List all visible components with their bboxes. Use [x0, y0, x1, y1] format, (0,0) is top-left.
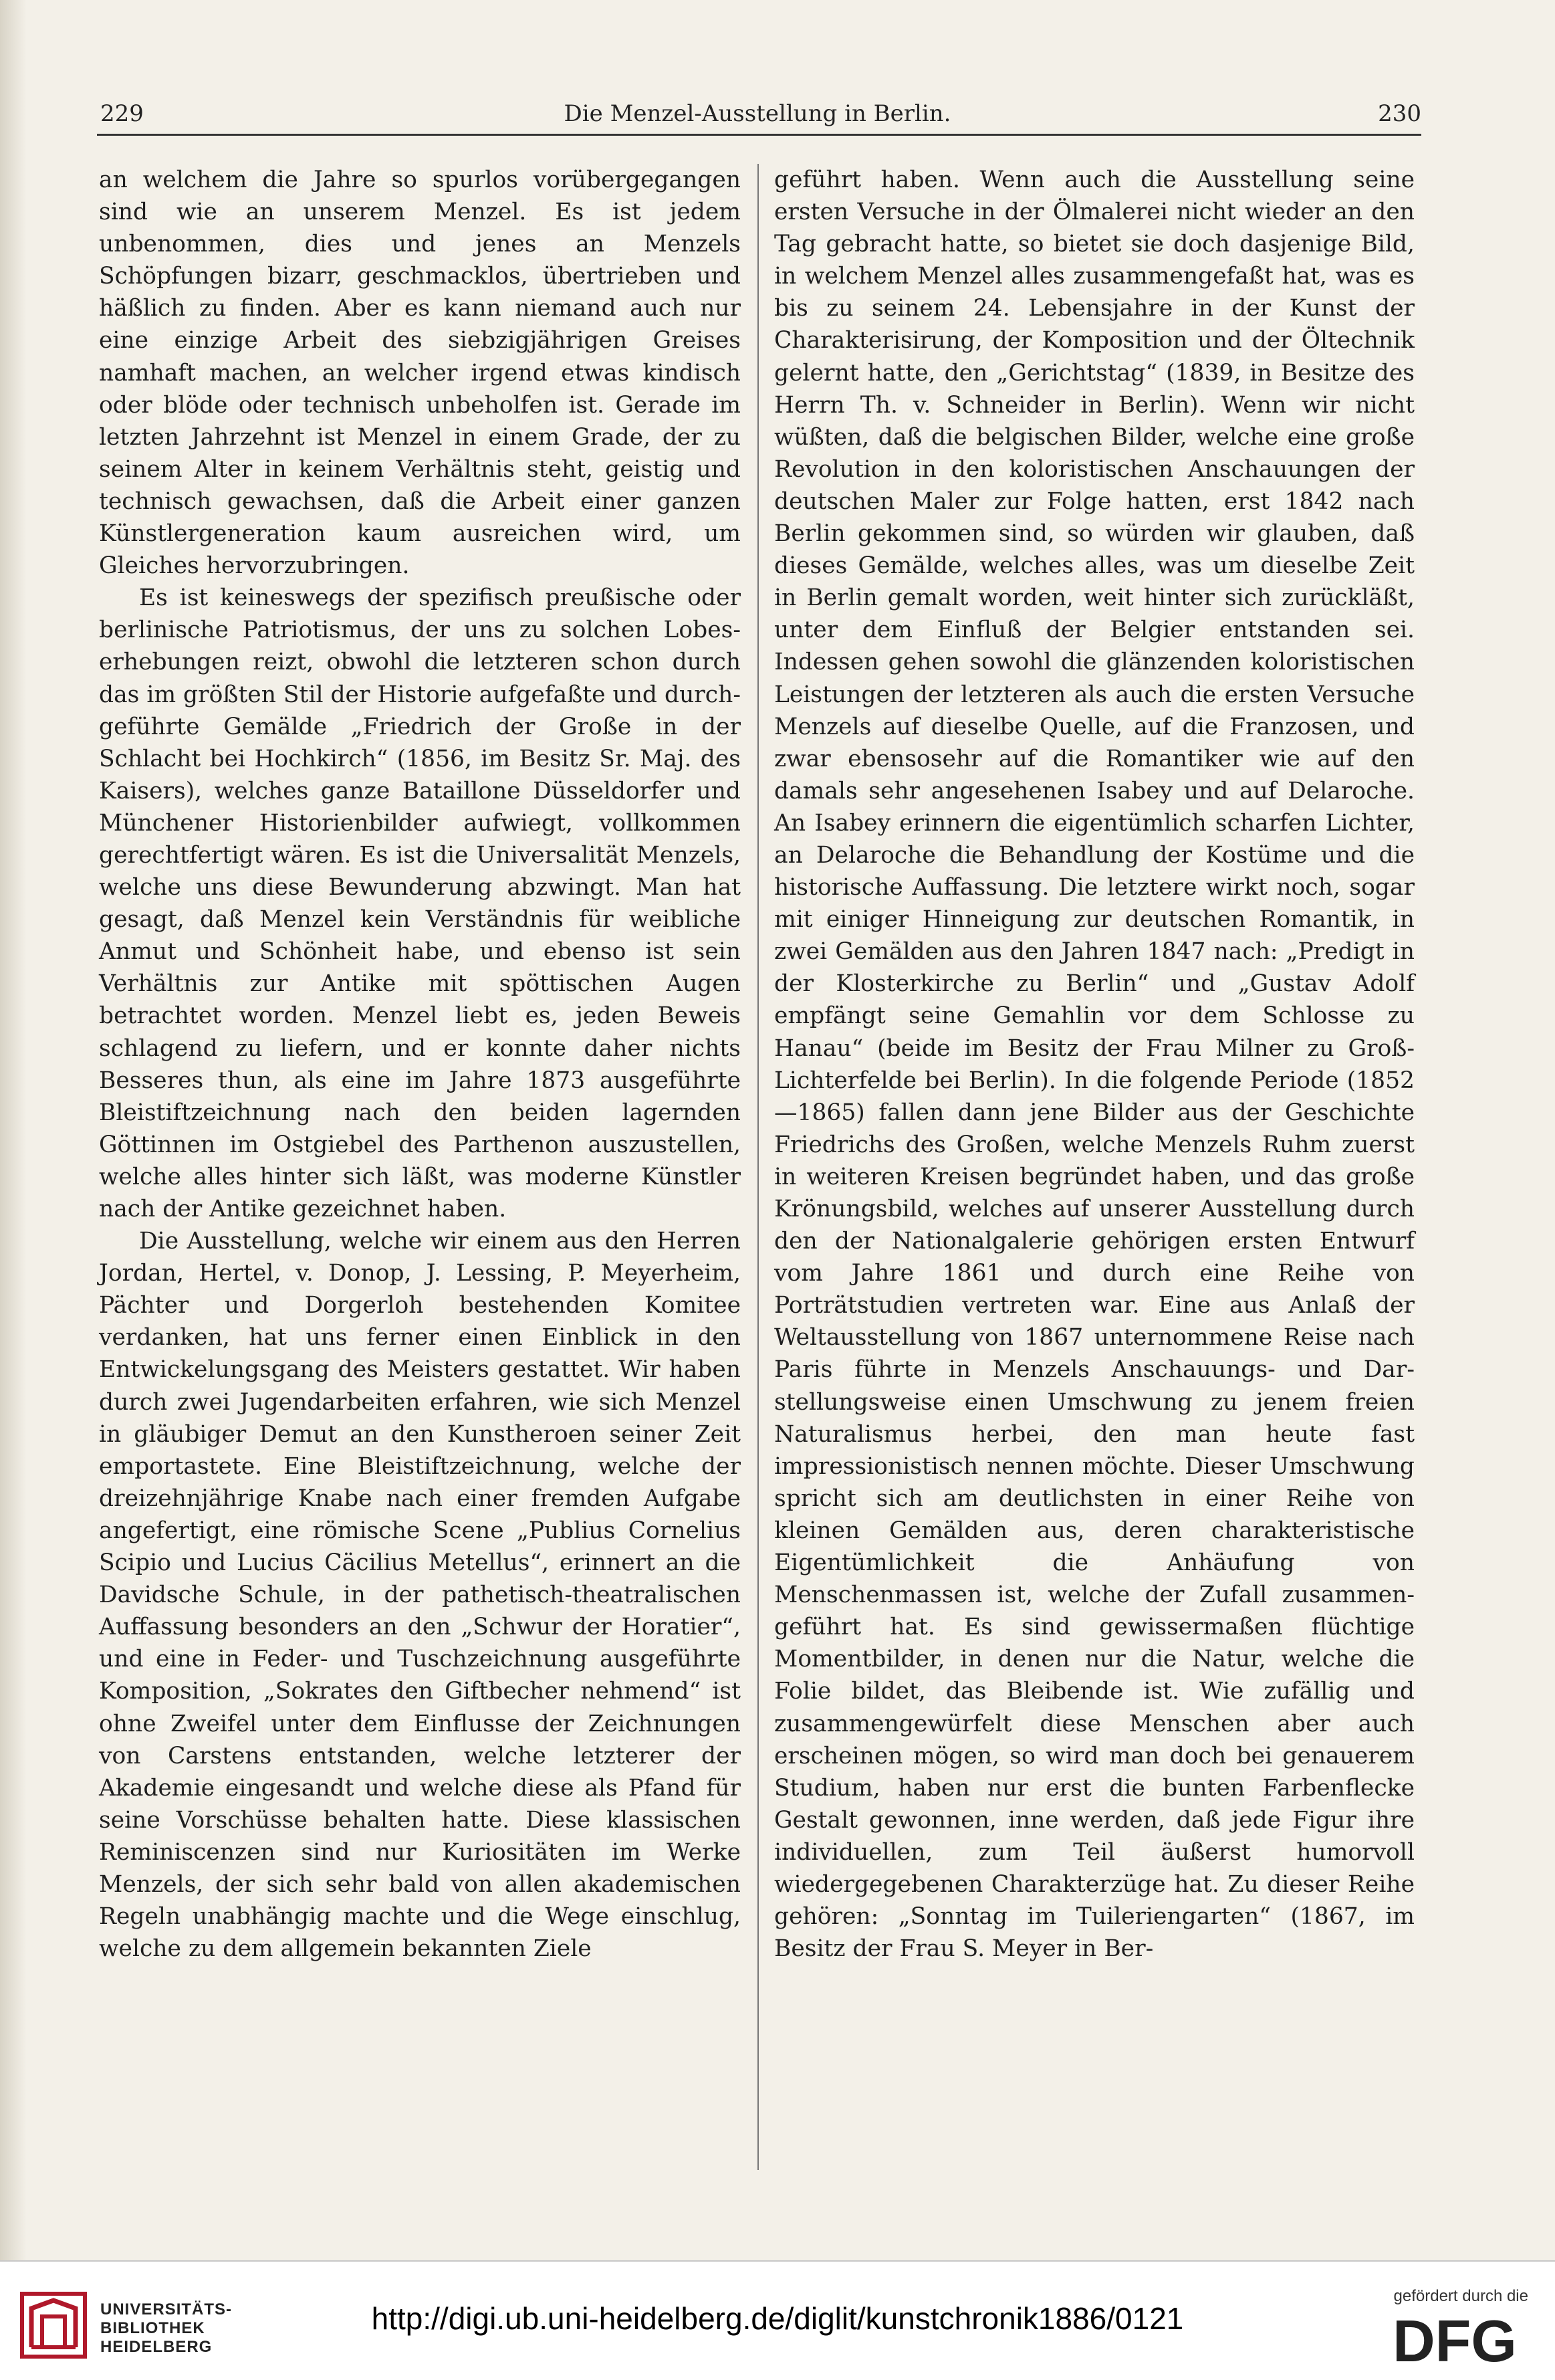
paragraph: Die Ausstellung, welche wir einem aus den Herren Jordan, Hertel, v. Donop, J. Lessing, P. Meyerheim, Pächter und Dorgerloh bestehenden Komitee verdanken, hat uns ferner einen Einblick in den Entwickelungsgang des Meisters gestattet. Wir haben durch zwei Jugendarbeiten erfahren, wie sich Menzel in gläubiger Demut an den Kunstheroen seiner Zeit emportastete. Eine Bleistiftzeichnung, welche der dreizehnjährige Knabe nach einer fremden Aufgabe angefertigt, eine römische Scene „Publius Cornelius Scipio und Lucius Cäcilius Metellus“, erinnert an die Davidsche Schule, in der pathetisch-theatralischen Auffassung besonders an den „Schwur der Horatier“, und eine in Feder- und Tuschzeichnung ausgeführte Komposition, „Sokrates den Giftbecher nehmend“ ist ohne Zweifel unter dem Einflusse der Zeichnungen von Carstens entstanden, welche letzterer der Akademie eingesandt und welche diese als Pfand für seine Vorschüsse behalten hatte. Diese klassischen Reminiscenzen sind nur Kuriositäten im Werke Menzels, der sich sehr bald von allen akademischen Regeln unabhängig machte und die Wege einschlug, welche zu dem allgemein bekannten Ziele	[99, 1228, 741, 1963]
right-column	[774, 164, 1415, 1965]
page-number-right: 230	[1378, 100, 1421, 127]
viewer-footer	[0, 2260, 1555, 2380]
page-number-left: 229	[100, 100, 144, 127]
paragraph: an welchem die Jahre so spurlos vorübergegangen sind wie an unserem Menzel. Es ist jedem unbenommen, dies und jenes an Menzels Schöpfungen bizarr, geschmacklos, übertrieben und häßlich zu finden. Aber es kann niemand auch nur eine einzige Arbeit des siebzigjährigen Greises namhaft machen, an welcher irgend etwas kindisch oder blöde oder technisch unbeholfen ist. Gerade im letzten Jahrzehnt ist Menzel in einem Grade, der zu seinem Alter in keinem Verhältnis steht, geistig und technisch gewachsen, daß die Arbeit einer ganzen Künstlergeneration kaum ausreichen wird, um Gleiches hervorzubringen.	[99, 167, 741, 580]
dfg-logo-icon	[1381, 2312, 1528, 2369]
running-head	[94, 87, 1421, 134]
funding-note: gefördert durch die	[1393, 2287, 1528, 2305]
library-name-line: HEIDELBERG	[100, 2338, 213, 2356]
library-name-line: UNIVERSITÄTS-	[100, 2300, 233, 2318]
dfg-logo-text: DFG	[1393, 2312, 1517, 2369]
paragraph: Es ist keineswegs der spezifisch preußische oder berlinische Patriotismus, der uns zu solchen Lobeserhebungen reizt, obwohl die letzteren schon durch das im größten Stil der Historie aufgefaßte und durchgeführte Gemälde „Friedrich der Große in der Schlacht bei Hochkirch“ (1856, im Besitz Sr. Maj. des Kaisers), welches ganze Bataillone Düsseldorfer und Münchener Historienbilder aufwiegt, vollkommen gerechtfertigt wären. Es ist die Universalität Menzels, welche uns diese Bewunderung abzwingt. Man hat gesagt, daß Menzel kein Verständnis für weibliche Anmut und Schönheit habe, und ebenso ist sein Verhältnis zur Antike mit spöttischen Augen betrachtet worden. Menzel liebt es, jeden Beweis schlagend zu liefern, und er konnte daher nichts Besseres thun, als eine im Jahre 1873 ausgeführte Bleistiftzeichnung nach den beiden lagernden Göttinnen im Ostgiebel des Parthenon auszustellen, welche alles hinter sich läßt, was moderne Künstler nach der Antike gezeichnet haben.	[99, 584, 741, 1222]
column-divider	[757, 164, 759, 2170]
permalink-url[interactable]: http://digi.ub.uni-heidelberg.de/diglit/kunstchronik1886/0121	[371, 2301, 1184, 2336]
running-title: Die Menzel-Ausstellung in Berlin.	[564, 100, 951, 127]
paragraph: geführt haben. Wenn auch die Ausstellung seine ersten Versuche in der Ölmalerei nicht wieder an den Tag gebracht hatte, so bietet sie doch dasjenige Bild, in welchem Menzel alles zusammengefaßt hat, was es bis zu seinem 24. Lebensjahre in der Kunst der Charakterisirung, der Komposition und der Öltechnik gelernt hatte, den „Gerichtstag“ (1839, in Besitze des Herrn Th. v. Schneider in Berlin). Wenn wir nicht wüßten, daß die belgischen Bilder, welche eine große Revolution in den koloristischen Anschauungen der deutschen Maler zur Folge hatten, erst 1842 nach Berlin gekommen sind, so würden wir glauben, daß dieses Gemälde, welches alles, was um dieselbe Zeit in Berlin gemalt worden, weit hinter sich zurückläßt, unter dem Einfluß der Belgier entstanden sei. Indessen gehen sowohl die glänzenden koloristischen Leistungen der letzteren als auch die ersten Versuche Menzels auf dieselbe Quelle, auf die Franzosen, und zwar ebensosehr auf die Romantiker wie auf den damals sehr angesehenen Isabey und auf Delaroche. An Isabey erinnern die eigentümlich scharfen Lichter, an Delaroche die Behandlung der Kostüme und die historische Auffassung. Die letztere wirkt noch, sogar mit einiger Hinneigung zur deutschen Romantik, in zwei Gemälden aus den Jahren 1847 nach: „Predigt in der Klosterkirche zu Berlin“ und „Gustav Adolf empfängt seine Gemahlin vor dem Schlosse zu Hanau“ (beide im Besitz der Frau Milner zu Groß-Lichterfelde bei Berlin). In die folgende Periode (1852—1865) fallen dann jene Bilder aus der Geschichte Friedrichs des Großen, welche Menzels Ruhm zuerst in weiteren Kreisen begründet haben, und das große Krönungsbild, welches auf unserer Ausstellung durch den der Nationalgalerie gehörigen ersten Entwurf vom Jahre 1861 und durch eine Reihe von Porträtstudien vertreten war. Eine aus Anlaß der Weltausstellung von 1867 unternommene Reise nach Paris führte in Menzels Anschauungs- und Darstellungsweise einen Umschwung zu jenem freien Naturalismus herbei, den man heute fast impressionistisch nennen möchte. Dieser Umschwung spricht sich am deutlichsten in einer Reihe von kleinen Gemälden aus, deren charakteristische Eigentümlichkeit die Anhäufung von Menschenmassen ist, welche der Zufall zusammengeführt hat. Es sind gewissermaßen flüchtige Momentbilder, in denen nur die Natur, welche die Folie bildet, das Bleibende ist. Wie zufällig und zusammengewürfelt diese Menschen aber auch erscheinen mögen, so wird man doch bei genauerem Studium, haben nur erst die bunten Farbenflecke Gestalt gewonnen, inne werden, daß jede Figur ihre individuellen, zum Teil äußerst humorvoll wiedergegebenen Charakterzüge hat. Zu dieser Reihe gehören: „Sonntag im Tuileriengarten“ (1867, im Besitz der Frau S. Meyer in Ber-	[774, 167, 1415, 1963]
left-column	[99, 164, 741, 1965]
header-rule	[97, 134, 1421, 136]
library-name-line: BIBLIOTHEK	[100, 2319, 205, 2337]
page-edge-shadow	[0, 0, 27, 2260]
